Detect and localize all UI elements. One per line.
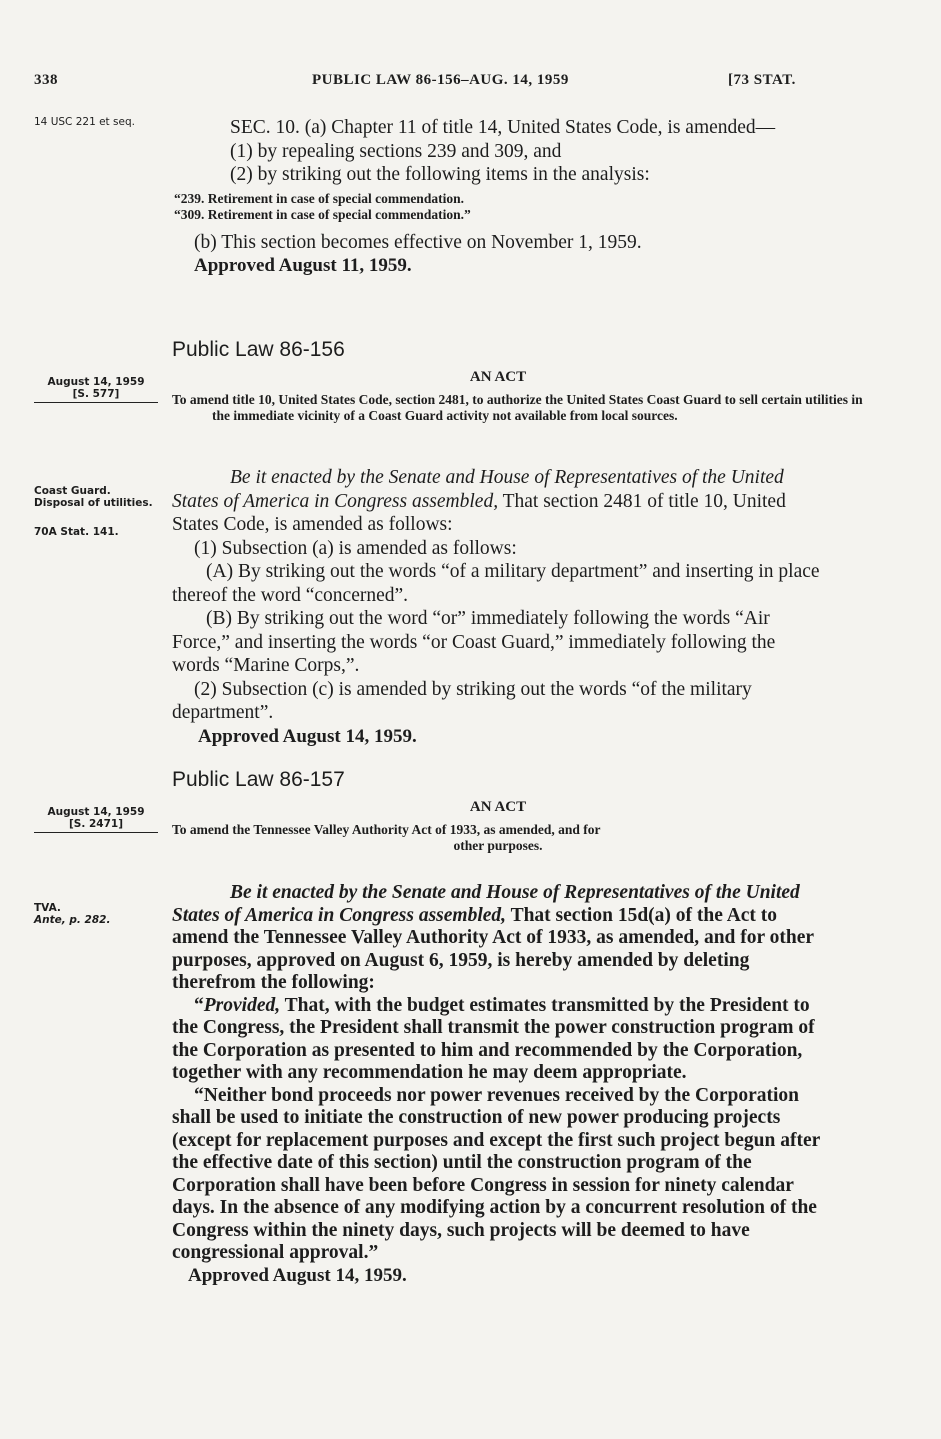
quoted-item-239: “239. Retirement in case of special commendation.	[174, 190, 464, 206]
enacting-clause-86-156	[172, 466, 824, 537]
public-law-86-156-title: Public Law 86-156	[172, 338, 345, 361]
margin-bill-s2471: [S. 2471]	[68, 818, 124, 830]
an-act-label-86-157: AN ACT	[469, 799, 527, 815]
act-description-86-157	[172, 822, 824, 853]
margin-citation-usc: 14 USC 221 et seq.	[34, 116, 135, 128]
quoted-item-309: “309. Retirement in case of special commendation.”	[174, 206, 471, 222]
public-law-86-157-title: Public Law 86-157	[172, 768, 345, 791]
margin-note-disposal: Disposal of utilities.	[34, 497, 153, 509]
approved-august-14-86-156: Approved August 14, 1959.	[198, 725, 417, 747]
proviso-italic: Provided,	[203, 994, 281, 1016]
section-10-intro: SEC. 10. (a) Chapter 11 of title 14, United States Code, is amended—	[230, 117, 776, 138]
section-10-para-b: (b) This section becomes effective on November 1, 1959.	[194, 231, 642, 253]
running-title: PUBLIC LAW 86-156–AUG. 14, 1959	[312, 72, 569, 88]
enacting-clause-rest: That section 2481 of title 10, United States Code, is amended as follows:	[172, 490, 786, 535]
approved-august-14-86-157: Approved August 14, 1959.	[188, 1264, 407, 1286]
act-description-86-156: To amend title 10, United States Code, section 2481, to authorize the United States Coast Guard to sell certain utilities in the immediate vicinity of a Coast Guard activity not available from local sources.	[172, 392, 863, 423]
proviso-paragraph	[172, 995, 824, 1085]
volume-reference: [73 STAT.	[728, 72, 796, 88]
margin-bill-s577: [S. 577]	[72, 388, 120, 400]
law-86-157-body	[172, 882, 824, 1287]
enacting-clause-italic-157: Be it enacted by the Senate and House of Representatives of the United States of America in Congress assembled,	[172, 882, 800, 926]
act-description-line-2: other purposes.	[453, 837, 543, 853]
proviso-rest: That, with the budget estimates transmitted by the President to the Congress, the President shall transmit the power construction program of the Corporation as presented to him and recommended by the Corporation, together with any recommendation he may deem appropriate.	[172, 994, 815, 1083]
proviso-open-quote: “	[194, 994, 204, 1016]
margin-note-tva: TVA.	[34, 902, 61, 914]
law-86-156-body	[172, 466, 824, 748]
section-10-item-1: (1) by repealing sections 239 and 309, and	[230, 140, 562, 162]
approved-august-11: Approved August 11, 1959.	[194, 255, 412, 276]
margin-note-coast-guard: Coast Guard.	[34, 485, 111, 497]
margin-note-ante: Ante, p. 282.	[34, 914, 111, 926]
section-10-block	[172, 116, 824, 278]
enacting-clause-italic: Be it enacted by the Senate and House of Representatives of the United States of America in Congress assembled,	[172, 467, 784, 512]
act-description-line-1: To amend the Tennessee Valley Authority Act of 1933, as amended, and for	[172, 822, 601, 837]
enacting-clause-86-157	[172, 882, 824, 995]
subsection-B: (B) By striking out the word “or” immediately following the words “Air Force,” and inserting the words “or Coast Guard,” immediately following the words “Marine Corps,”.	[172, 608, 776, 676]
neither-paragraph: “Neither bond proceeds nor power revenues received by the Corporation shall be used to initiate the construction of new power producing projects (except for replacement purposes and except the first such project begun after the effective date of this section) until the construction program of the Corporation shall have been before Congress in session for ninety calendar days. In the absence of any modifying action by a concurrent resolution of the Congress within the ninety days, such projects will be deemed to have congressional approval.”	[172, 1084, 820, 1263]
section-10-item-2: (2) by striking out the following items in the analysis:	[230, 164, 650, 185]
margin-note-70a-stat: 70A Stat. 141.	[34, 526, 119, 538]
subsection-2: (2) Subsection (c) is amended by striking out the words “of the military department”.	[172, 678, 752, 723]
margin-date-86-156: August 14, 1959	[47, 376, 145, 388]
subsection-A: (A) By striking out the words “of a military department” and inserting in place thereof the word “concerned”.	[172, 561, 820, 606]
margin-date-86-157: August 14, 1959	[47, 806, 145, 818]
an-act-label-86-156: AN ACT	[469, 369, 527, 385]
margin-rule-86-157	[34, 832, 158, 833]
subsection-1: (1) Subsection (a) is amended as follows:	[194, 537, 517, 559]
page-number: 338	[34, 72, 58, 88]
enacting-clause-rest-157: That section 15d(a) of the Act to amend the Tennessee Valley Authority Act of 1933, as amended, and for other purposes, approved on August 6, 1959, is hereby amended by deleting therefrom the following:	[172, 904, 814, 993]
margin-rule-86-156	[34, 402, 158, 403]
